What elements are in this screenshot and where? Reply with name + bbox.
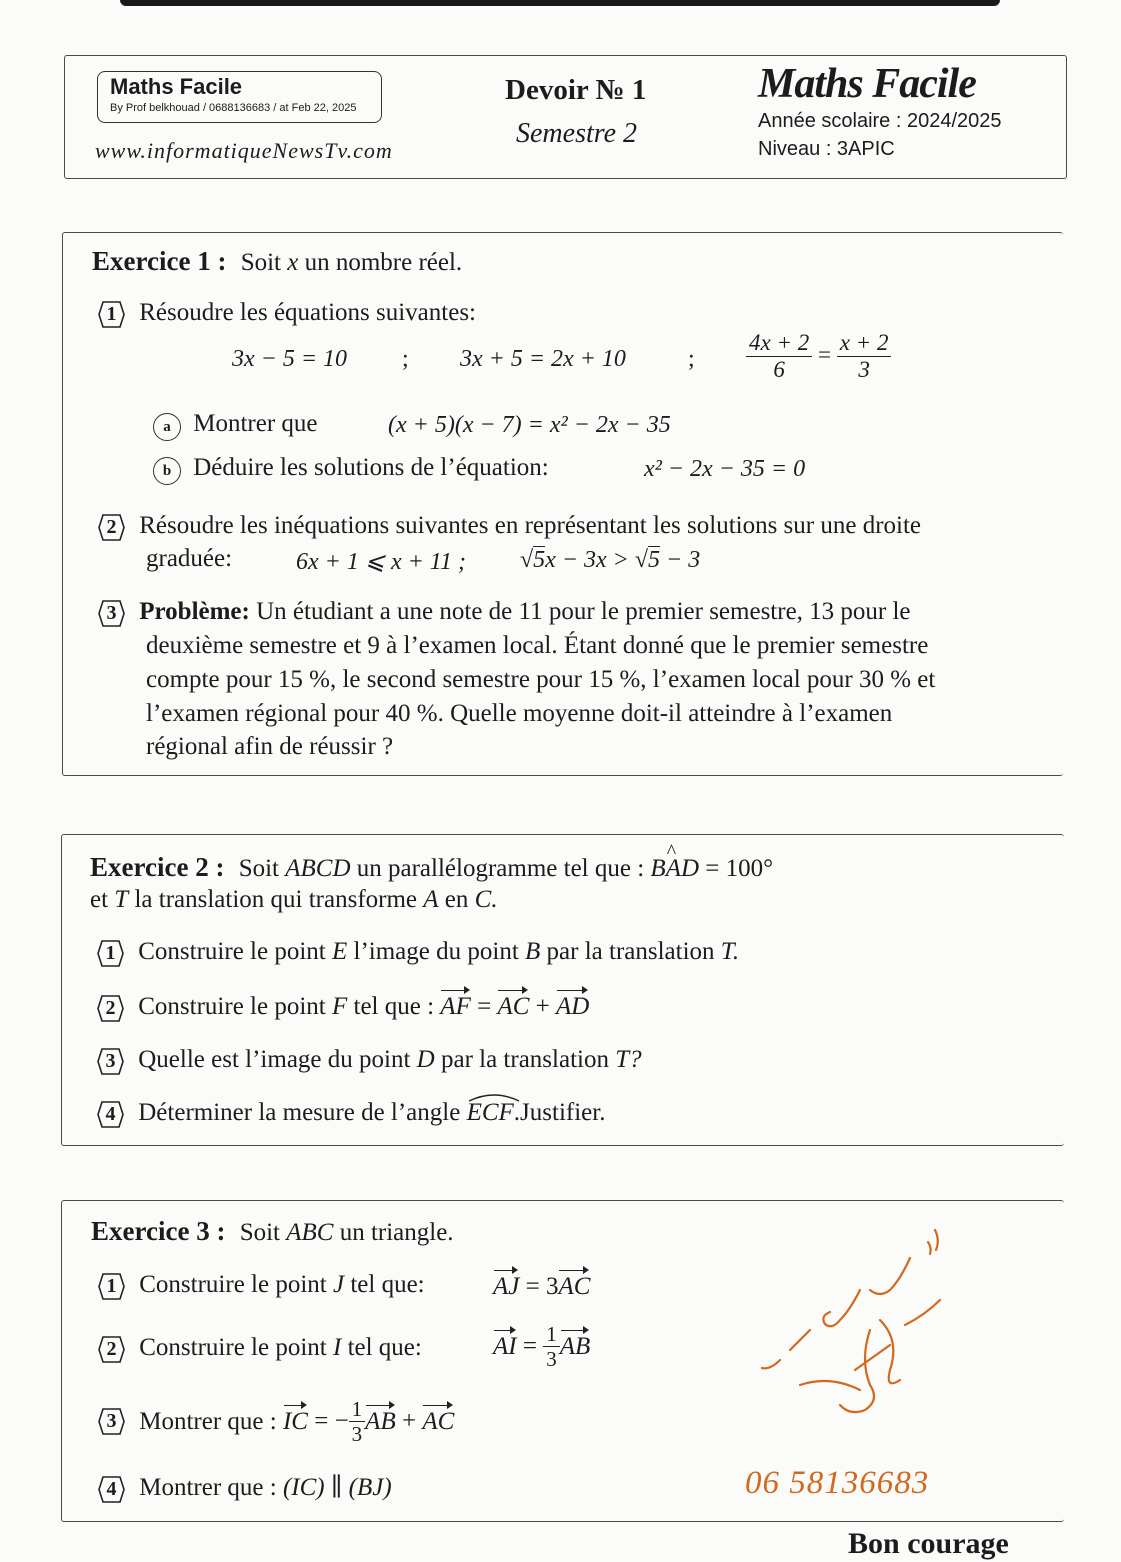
ex1-q3-line2: deuxième semestre et 9 à l’examen local. Étant donné que le premier semestre	[146, 632, 929, 659]
q-number-badge: 1	[98, 1273, 125, 1300]
q-number-badge: 3	[97, 1048, 124, 1075]
q-number-badge: 2	[98, 1336, 125, 1363]
ex2-q4: 4 Déterminer la mesure de l’angle ECF.Justifier.	[97, 1099, 605, 1128]
ex1-q1-text: Résoudre les équations suivantes:	[139, 299, 476, 326]
vector-ad: AD	[556, 993, 590, 1020]
frac2-denominator: 3	[858, 357, 870, 383]
ex1-qb-math: x² − 2x − 35 = 0	[644, 456, 806, 482]
sub-label-b: b	[153, 457, 181, 485]
ex3-q4: 4 Montrer que : (IC) ∥ (BJ)	[98, 1472, 392, 1503]
ex2-intro-a: Soit	[238, 855, 279, 882]
ex1-eq3	[746, 330, 891, 384]
ex1-qb	[153, 454, 549, 485]
ex1-q2-ineq2: √5x − 3x > √5 − 3	[520, 547, 701, 573]
ex1-q1	[98, 299, 476, 328]
ex3-title: Exercice 3 :	[91, 1216, 226, 1246]
angle-ecf: ECF	[467, 1099, 514, 1127]
ex1-q2-ineq1: 6x + 1 ⩽ x + 11 ;	[296, 549, 467, 575]
ex1-q3-line4: l’examen régional pour 40 %. Quelle moyenne doit-il atteindre à l’examen	[146, 700, 893, 727]
q-number-badge: 4	[98, 1476, 125, 1503]
ex1-qa-text: Montrer que	[193, 410, 318, 437]
q-number-badge: 1	[97, 940, 124, 967]
ex2-title-line	[90, 852, 773, 883]
ex1-sep2: ;	[688, 346, 695, 372]
eq3-equal: =	[817, 342, 831, 368]
angle-value: = 100°	[705, 855, 774, 882]
ex1-qb-text: Déduire les solutions de l’équation:	[193, 454, 549, 481]
ex1-eq2: 3x + 5 = 2x + 10	[460, 346, 626, 372]
vector-aj: AJ	[493, 1273, 520, 1300]
maths-facile-logo: Maths Facile	[758, 61, 976, 107]
phone-number: 06 58136683	[745, 1465, 930, 1501]
vector-ac: AC	[422, 1407, 455, 1435]
vector-ab: AB	[559, 1332, 591, 1360]
bon-courage: Bon courage	[848, 1527, 1009, 1560]
devoir-title: Devoir № 1	[505, 74, 647, 106]
ex2-abcd: ABCD	[285, 855, 351, 882]
ex2-q1: 1 Construire le point E l’image du point B par la translation T.	[97, 938, 739, 967]
ex1-q2-line1	[98, 512, 921, 541]
vector-ai: AI	[493, 1332, 517, 1360]
angle-bad: B^ AD	[650, 855, 699, 882]
ex1-title: Exercice 1 :	[92, 246, 227, 276]
ex2-q2: 2 Construire le point F tel que : AF = AC + AD	[97, 993, 589, 1022]
probleme-label: Problème:	[139, 598, 250, 625]
ex1-intro-a: Soit	[240, 249, 281, 276]
annee-scolaire: Année scolaire : 2024/2025	[758, 110, 1002, 132]
semestre-text: Semestre 2	[516, 118, 638, 149]
top-edge	[120, 0, 1000, 6]
ex1-intro-var: x	[287, 249, 299, 276]
ex1-q2-text1: Résoudre les inéquations suivantes en représentant les solutions sur une droite	[139, 512, 922, 539]
ex2-intro2: et T la translation qui transforme A en C.	[90, 886, 498, 913]
vector-ac: AC	[558, 1273, 591, 1300]
vector-af: AF	[440, 993, 471, 1020]
ex3-title-line: Exercice 3 : Soit ABC un triangle.	[91, 1216, 454, 1246]
ex3-q1-math: AJ = 3AC	[493, 1273, 591, 1300]
brand-box-title: Maths Facile	[110, 74, 243, 99]
frac1-denominator: 6	[773, 357, 785, 383]
vector-ac: AC	[497, 993, 530, 1020]
ex3-q3: 3 Montrer que : IC = − $\frac{1}{3}$ AB + AC	[98, 1397, 454, 1446]
q-number-badge: 3	[98, 1408, 125, 1435]
ex1-sep1: ;	[402, 346, 409, 372]
q-number-badge: 4	[97, 1101, 124, 1128]
vector-ab: AB	[365, 1407, 396, 1435]
ex1-eq1: 3x − 5 = 10	[232, 346, 348, 372]
ex3-q2-math: AI = $\frac{1}{3}$ AB	[493, 1322, 591, 1372]
ex1-q3-text1: Un étudiant a une note de 11 pour le premier semestre, 13 pour le	[256, 598, 911, 625]
ex3-q2: 2 Construire le point I tel que:	[98, 1334, 422, 1363]
frac1-numerator: 4x + 2	[746, 330, 812, 357]
ex1-title-line	[92, 246, 462, 277]
sub-label-a: a	[153, 413, 181, 441]
q-number-badge: 2	[97, 995, 124, 1022]
niveau: Niveau : 3APIC	[758, 138, 895, 160]
ex1-q3-line3: compte pour 15 %, le second semestre pour 15 %, l’examen local pour 30 % et	[146, 666, 936, 693]
ex2-intro-b: un parallélogramme tel que :	[356, 855, 645, 882]
ex1-q3-line5: régional afin de réussir ?	[146, 733, 394, 760]
website-text: www.informatiqueNewsTv.com	[95, 138, 393, 163]
ex2-title: Exercice 2 :	[90, 852, 225, 882]
ex3-q1: 1 Construire le point J tel que:	[98, 1271, 425, 1300]
ex1-intro-b: un nombre réel.	[304, 249, 463, 276]
ex1-q2-line2: graduée:	[146, 545, 233, 572]
ex1-qa	[153, 410, 318, 441]
q-number-badge: 3	[98, 600, 125, 627]
vector-ic: IC	[282, 1407, 308, 1435]
ex1-qa-math: (x + 5)(x − 7) = x² − 2x − 35	[388, 412, 671, 438]
ex2-q3: 3 Quelle est l’image du point D par la translation T?	[97, 1046, 642, 1075]
q-number-badge: 2	[98, 514, 125, 541]
brand-box-subtitle: By Prof belkhouad / 0688136683 / at Feb 22, 2025	[110, 102, 357, 114]
q-number-badge: 1	[98, 301, 125, 328]
handwritten-signature	[740, 1220, 960, 1420]
frac2-numerator: x + 2	[837, 330, 892, 357]
ex1-q3-line1	[98, 598, 911, 627]
